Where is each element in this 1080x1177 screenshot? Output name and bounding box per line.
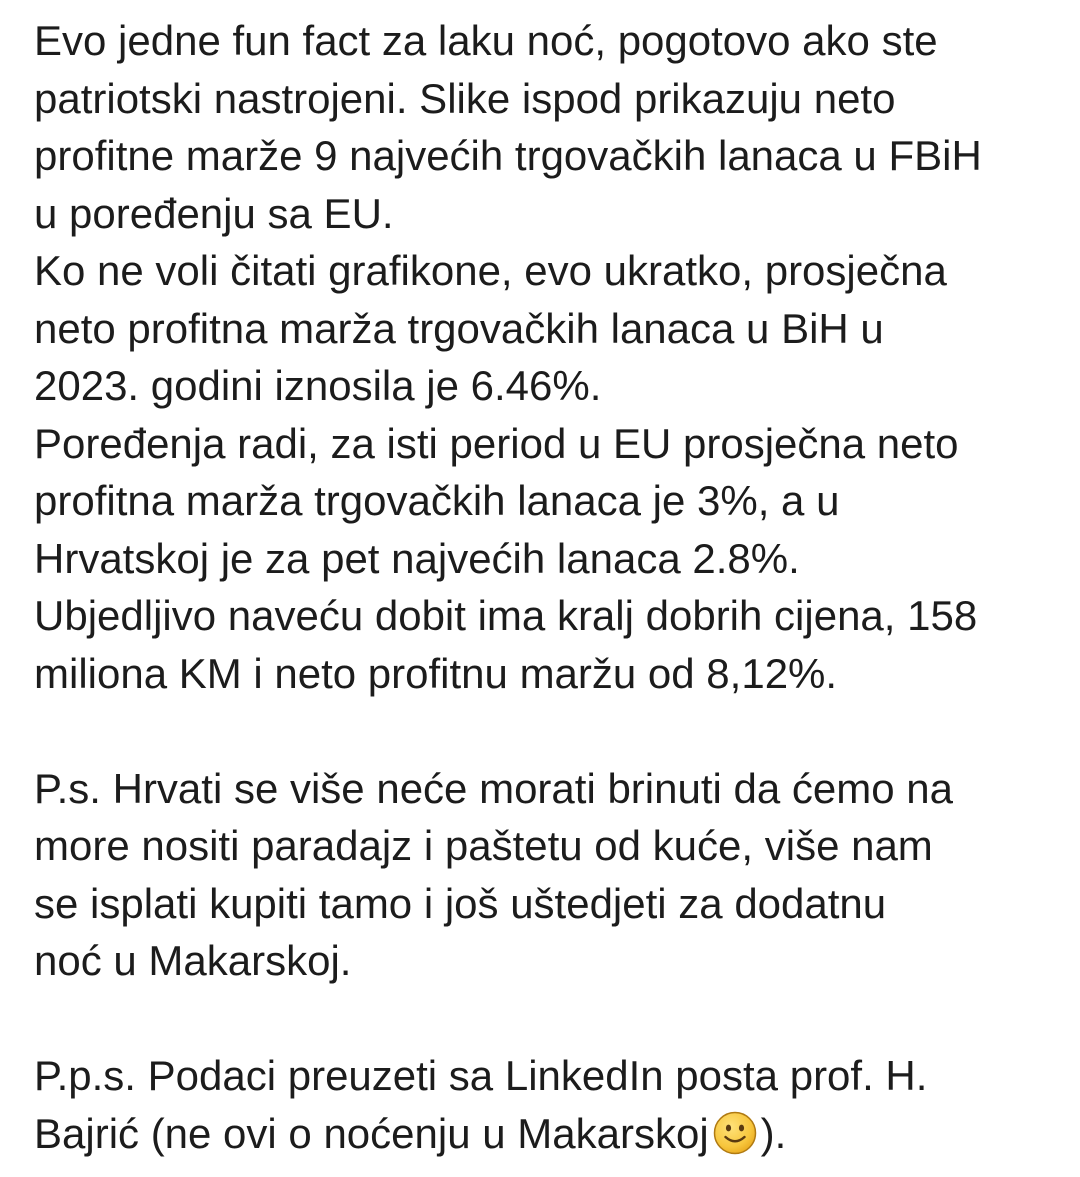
post-paragraph-2 [34,760,1064,990]
text-line: Evo jedne fun fact za laku noć, pogotovo ako ste [34,17,938,64]
text-line: se isplati kupiti tamo i još uštedjeti za dodatnu [34,879,887,927]
text-line: patriotski nastrojeni. Slike ispod prikazuju neto [34,74,896,122]
text-line: P.s. Hrvati se više neće morati brinuti da ćemo na [34,764,953,812]
text-line: u poređenju sa EU. [34,189,394,237]
text-line: Hrvatskoj je za pet najvećih lanaca 2.8%. [34,534,800,582]
post-paragraph-1 [34,12,1064,702]
text-line: neto profitna marža trgovačkih lanaca u BiH u [34,304,884,352]
text-line: P.p.s. Podaci preuzeti sa LinkedIn posta prof. H. [34,1052,928,1099]
text-line: Ko ne voli čitati grafikone, evo ukratko, prosječna [34,247,947,294]
text-line: 2023. godini iznosila je 6.46%. [34,362,602,409]
text-line: more nositi paradajz i paštetu od kuće, više nam [34,822,933,869]
text-line-with-emoji [34,1105,1064,1163]
text-line: Ubjedljivo naveću dobit ima kralj dobrih cijena, 158 [34,592,978,639]
text-line: Poređenja radi, za isti period u EU prosječna neto [34,419,959,467]
text-line: miliona KM i neto profitnu maržu od 8,12%. [34,649,838,697]
text-line: noć u Makarskoj. [34,937,352,984]
text-segment: Bajrić (ne ovi o noćenju u Makarskoj [34,1109,709,1157]
post-text [34,12,1064,1162]
slightly-smiling-face-icon [713,1111,757,1155]
paragraph-gap [34,702,1064,760]
paragraph-gap [34,990,1064,1048]
text-line: profitne marže 9 najvećih trgovačkih lanaca u FBiH [34,132,982,179]
post-paragraph-3 [34,1047,1064,1162]
text-segment: ). [760,1109,787,1157]
text-line: profitna marža trgovačkih lanaca je 3%, a u [34,477,840,524]
